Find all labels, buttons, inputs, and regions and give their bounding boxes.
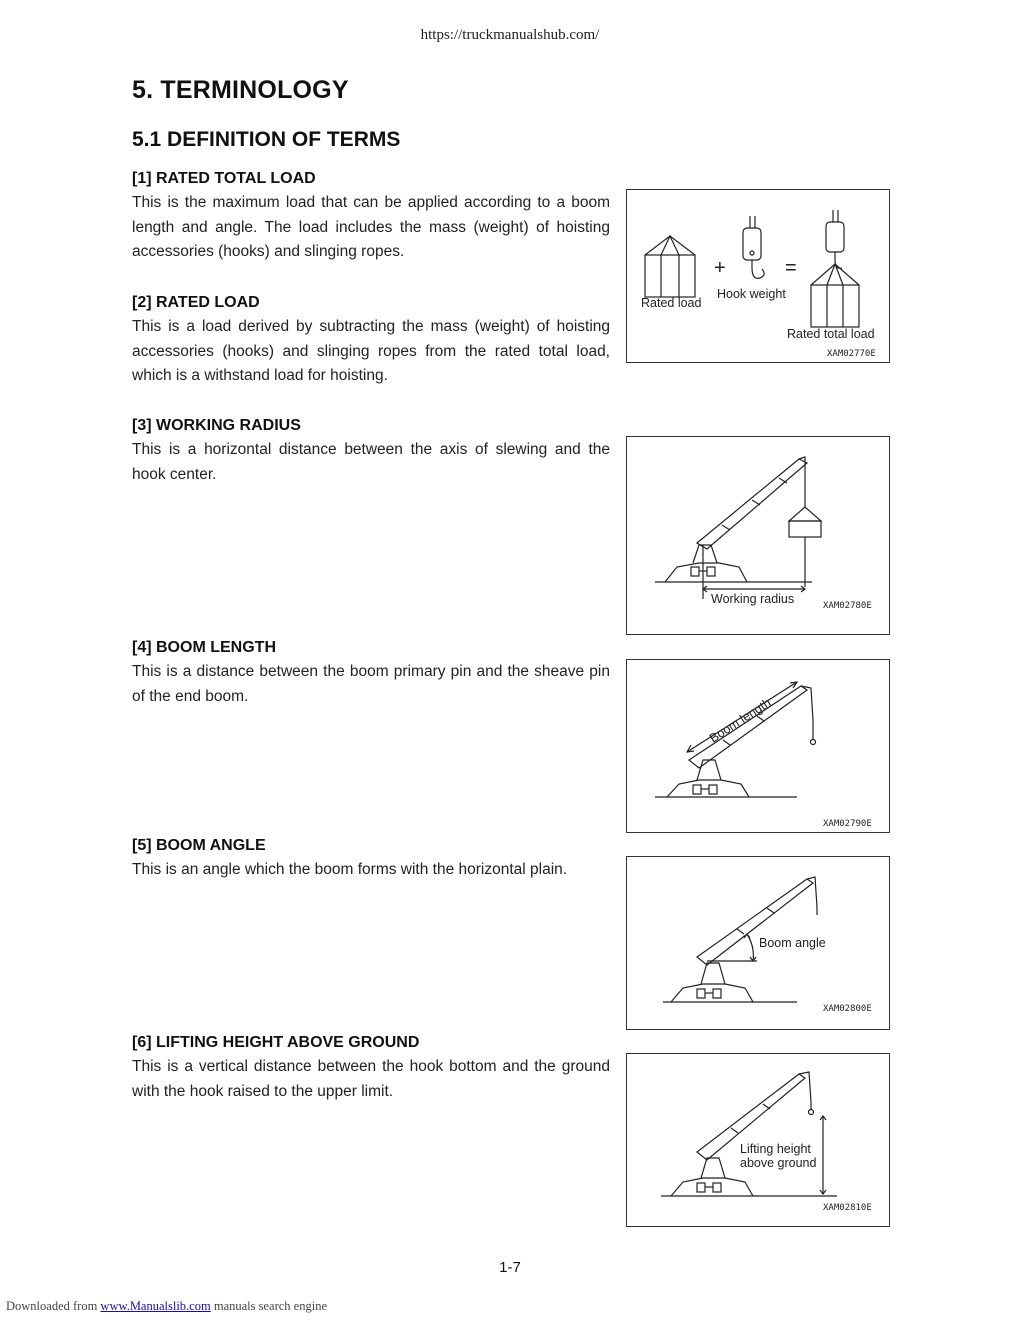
boom-angle-label: Boom angle	[759, 936, 826, 950]
term-text: This is a distance between the boom primary pin and the sheave pin of the end boom.	[132, 663, 610, 705]
term-working-radius	[132, 414, 610, 487]
figure-lifting-height	[626, 1053, 890, 1227]
rated-load-label: Rated load	[641, 296, 702, 310]
term-title: [2] RATED LOAD	[132, 294, 260, 311]
term-text: This is an angle which the boom forms with the horizontal plain.	[132, 861, 568, 878]
hook-weight-label: Hook weight	[717, 287, 786, 301]
term-rated-total-load	[132, 167, 610, 265]
chapter-title: 5. TERMINOLOGY	[132, 76, 349, 104]
figure-rated-total-load	[626, 189, 890, 363]
footer-prefix: Downloaded from	[6, 1299, 98, 1313]
lifting-height-diagram	[627, 1054, 889, 1226]
term-rated-load	[132, 291, 610, 389]
lifting-height-label-line1: Lifting height	[740, 1142, 811, 1156]
plus-operator: +	[714, 257, 726, 279]
section-title: 5.1 DEFINITION OF TERMS	[132, 128, 401, 151]
header-url: https://truckmanualshub.com/	[420, 27, 600, 43]
boom-angle-diagram	[627, 857, 889, 1029]
footer	[6, 1299, 327, 1314]
figure-boom-length	[626, 659, 890, 833]
figure-working-radius	[626, 436, 890, 635]
term-text: This is a horizontal distance between the axis of slewing and the hook center.	[132, 441, 610, 483]
figure-code: XAM02800E	[823, 1004, 872, 1014]
term-title: [4] BOOM LENGTH	[132, 639, 276, 656]
term-title: [6] LIFTING HEIGHT ABOVE GROUND	[132, 1034, 420, 1051]
term-boom-length	[132, 636, 610, 709]
lifting-height-label-line2: above ground	[740, 1156, 817, 1170]
term-title: [5] BOOM ANGLE	[132, 837, 266, 854]
working-radius-label: Working radius	[711, 592, 795, 606]
term-boom-angle	[132, 834, 610, 883]
figure-code: XAM02810E	[823, 1203, 872, 1213]
equals-operator: =	[785, 257, 797, 279]
term-text: This is the maximum load that can be applied according to a boom length and angle. The load includes the mass (weight) of hoisting accessories (hooks) and slinging ropes.	[132, 194, 610, 260]
term-title: [3] WORKING RADIUS	[132, 417, 301, 434]
figure-code: XAM02770E	[827, 349, 876, 359]
rated-total-load-label: Rated total load	[787, 327, 875, 341]
page-number: 1-7	[499, 1259, 521, 1276]
figure-boom-angle	[626, 856, 890, 1030]
boom-length-diagram	[627, 660, 889, 832]
term-text: This is a vertical distance between the hook bottom and the ground with the hook raised to the upper limit.	[132, 1058, 610, 1100]
figure-code: XAM02790E	[823, 819, 872, 829]
working-radius-diagram	[627, 437, 889, 634]
term-title: [1] RATED TOTAL LOAD	[132, 170, 316, 187]
figure-code: XAM02780E	[823, 601, 872, 611]
boom-length-label: Boom length	[707, 695, 774, 746]
term-lifting-height	[132, 1031, 610, 1104]
load-box-shape	[645, 255, 695, 297]
rated-total-load-diagram	[627, 190, 889, 362]
footer-suffix: manuals search engine	[213, 1299, 327, 1313]
term-text: This is a load derived by subtracting the mass (weight) of hoisting accessories (hooks) and slinging ropes from the rated total load, which is a withstand load for hoisting.	[132, 318, 610, 384]
manualslib-link[interactable]: www.Manualslib.com	[100, 1299, 211, 1313]
